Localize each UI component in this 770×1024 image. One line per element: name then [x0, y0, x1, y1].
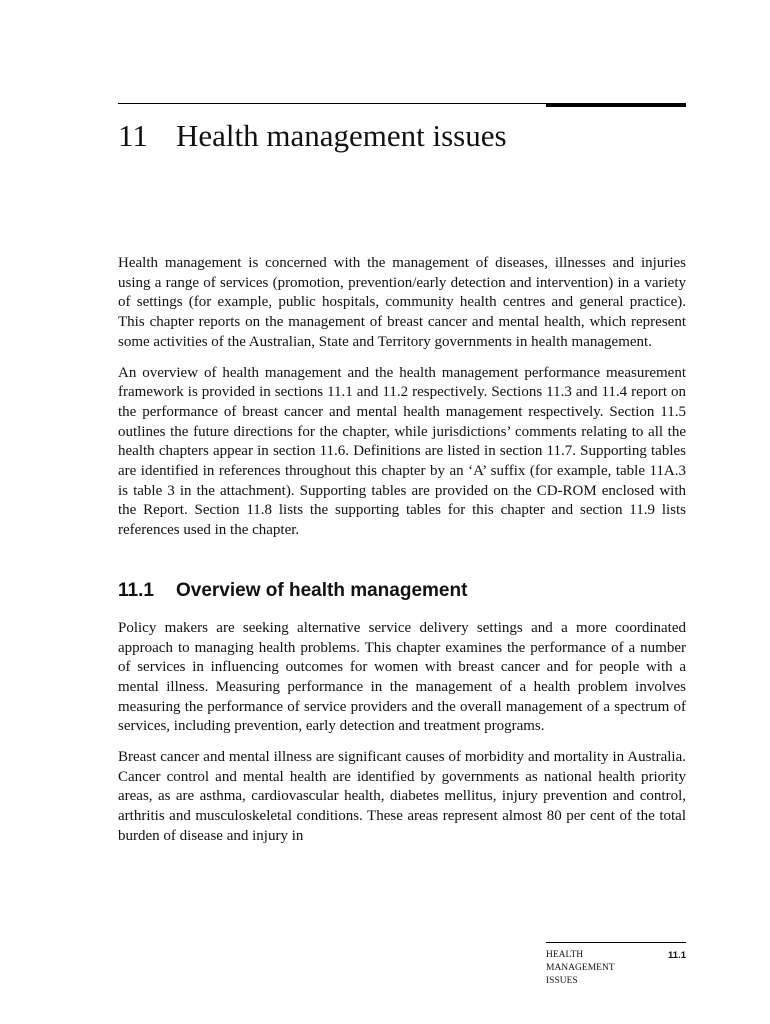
intro-paragraph-1: Health management is concerned with the management of diseases, illnesses and injuries using a range of services (promotion, prevention/early detection and intervention) in a variety of settings (for example, public hospitals, community health centres and general practice). This chapter reports on the management of breast cancer and mental health, which represent some activities of the Australian, State and Territory governments in health management. [118, 255, 686, 350]
page-footer [546, 942, 686, 988]
chapter-title-text: Health management issues [176, 118, 507, 153]
footer-label-line: HEALTH [546, 950, 584, 960]
page-body [118, 254, 686, 858]
footer-chapter-label [546, 949, 646, 988]
intro-paragraph-2: An overview of health management and the health management performance measurement framework is provided in sections 11.1 and 11.2 respectively. Sections 11.3 and 11.4 report on the performance of breast cancer and mental health management respectively. Section 11.5 outlines the future directions for the chapter, while jurisdictions’ comments relating to all the health chapters appear in section 11.6. Definitions are listed in section 11.7. Supporting tables are identified in references throughout this chapter by an ‘A’ suffix (for example, table 11A.3 is table 3 in the attachment). Supporting tables are provided on the CD-ROM enclosed with the Report. Section 11.8 lists the supporting tables for this chapter and section 11.9 lists references used in the chapter. [118, 364, 686, 539]
section-paragraph-1: Policy makers are seeking alternative service delivery settings and a more coordinated approach to managing health problems. This chapter examines the performance of a number of services in influencing outcomes for women with breast cancer and for people with a mental illness. Measuring performance in the management of a health problem involves measuring the performance of service providers and the overall management of a spectrum of services, including prevention, early detection and treatment programs. [118, 619, 686, 735]
section-paragraph-2: Breast cancer and mental illness are significant causes of morbidity and mortality in Australia. Cancer control and mental health are identified by governments as national health priority areas, as are asthma, cardiovascular health, diabetes mellitus, injury prevention and control, arthritis and musculoskeletal conditions. These areas represent almost 80 per cent of the total burden of disease and injury in [118, 749, 686, 844]
chapter-title [118, 117, 507, 154]
chapter-number: 11 [118, 118, 148, 153]
section-title: Overview of health management [176, 579, 468, 601]
section-heading [118, 579, 686, 603]
section-number: 11.1 [118, 579, 154, 601]
footer-label-line: ISSUES [546, 976, 578, 986]
header-rule-accent [546, 103, 686, 107]
page-number: 11.1 [668, 950, 686, 961]
footer-label-line: MANAGEMENT [546, 963, 615, 973]
